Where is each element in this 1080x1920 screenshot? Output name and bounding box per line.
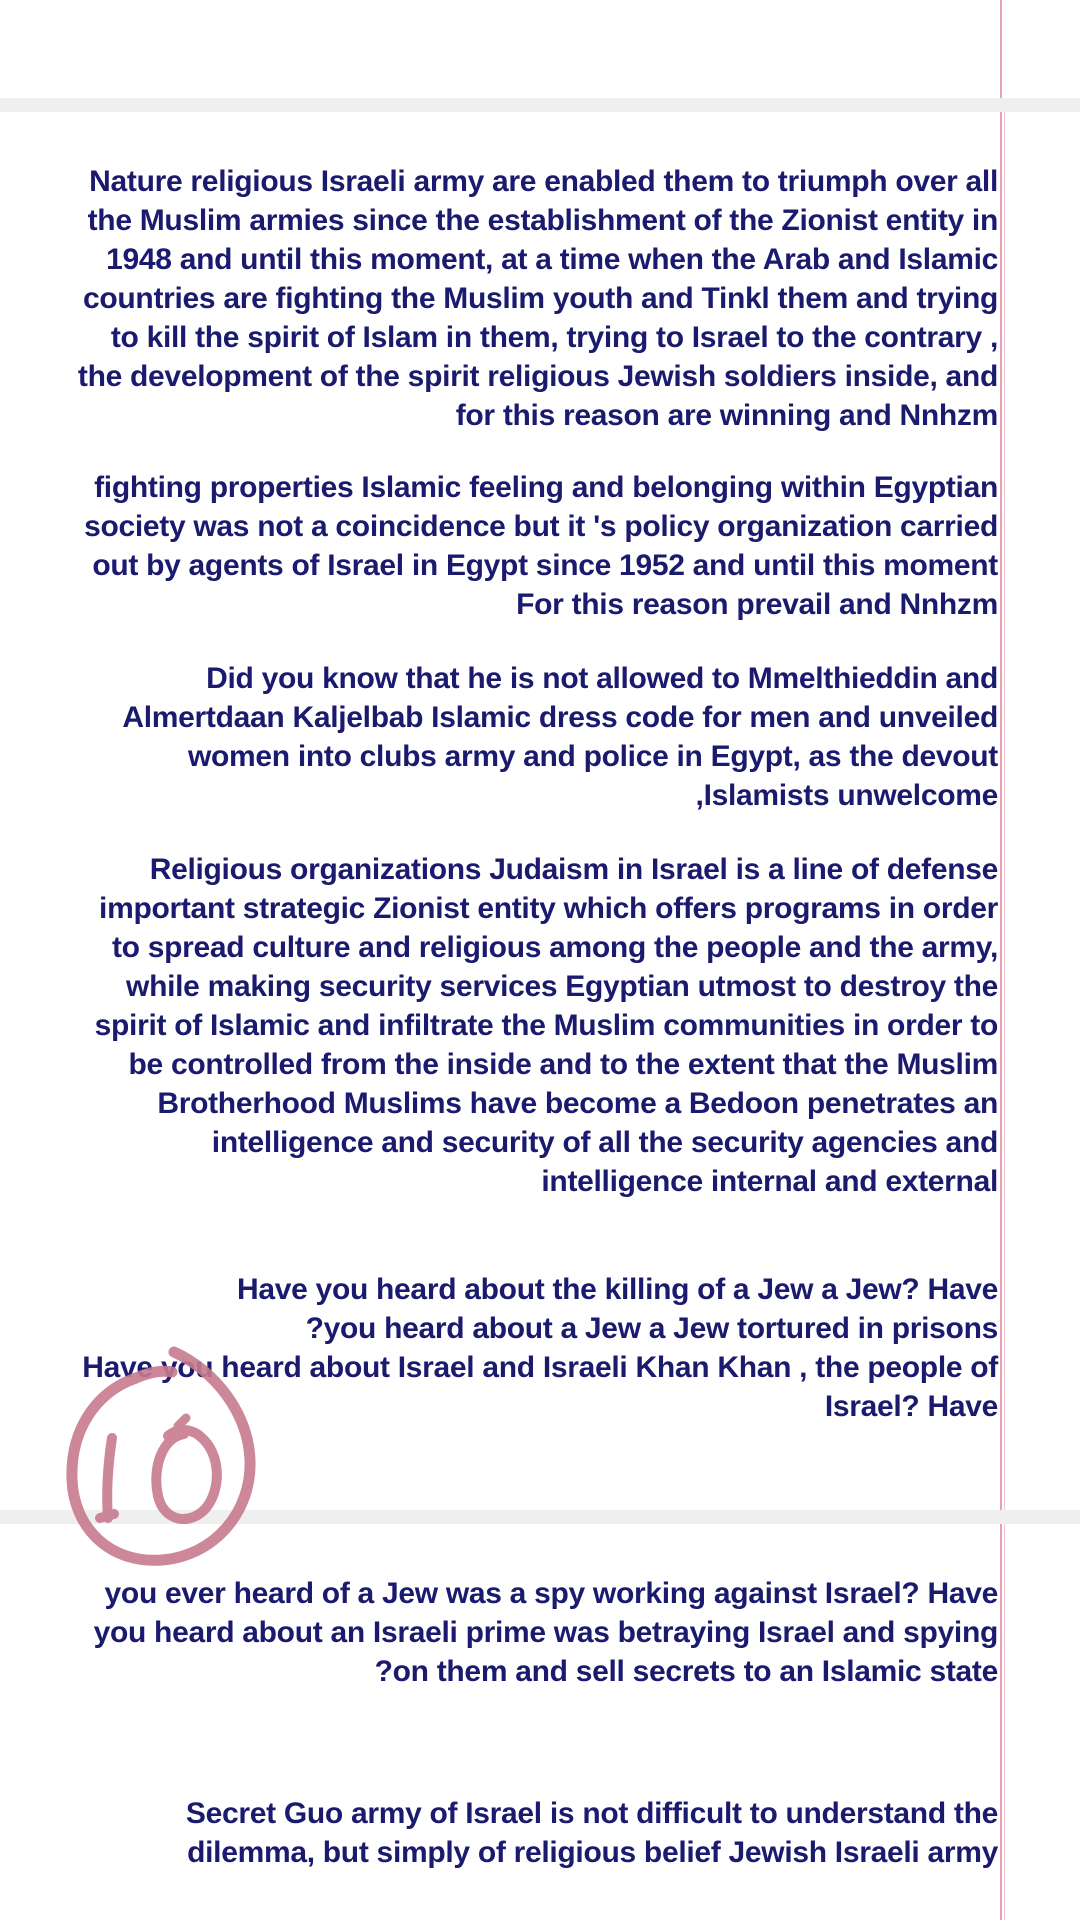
text-line: out by agents of Israel in Egypt since 1952 and until this moment: [92, 549, 998, 582]
text-line: you heard about an Israeli prime was betraying Israel and spying: [93, 1616, 998, 1649]
margin-rule: [1000, 1524, 1002, 1920]
margin-rule-inner: [1004, 112, 1005, 1510]
margin-rule: [1000, 0, 1002, 98]
text-line: For this reason prevail and Nnhzm: [516, 588, 998, 621]
text-line: intelligence internal and external: [541, 1165, 998, 1198]
text-line: to spread culture and religious among the people and the army,: [111, 931, 998, 964]
text-line: while making security services Egyptian utmost to destroy the: [126, 970, 998, 1003]
text-line: Nature religious Israeli army are enabled them to triumph over all: [89, 165, 998, 198]
text-line: spirit of Islamic and infiltrate the Muslim communities in order to: [94, 1009, 998, 1042]
text-line: ?you heard about a Jew a Jew tortured in prisons: [305, 1312, 998, 1345]
document-page-3: [0, 1524, 1080, 1920]
text-line: Did you know that he is not allowed to Mmelthieddin and: [206, 662, 998, 695]
paragraph-7: [0, 1794, 998, 1872]
text-line: Have you heard about the killing of a Jew a Jew? Have: [237, 1273, 998, 1306]
paragraph-2: [0, 468, 998, 624]
text-line: the Muslim armies since the establishment of the Zionist entity in: [87, 204, 998, 237]
paragraph-6: [0, 1574, 998, 1691]
text-line: important strategic Zionist entity which offers programs in order: [99, 892, 998, 925]
text-line: Israel? Have: [824, 1390, 998, 1423]
paragraph-1: [0, 162, 998, 435]
text-line: Have you heard about Israel and Israeli Khan Khan , the people of: [82, 1351, 998, 1384]
margin-rule-inner: [1004, 1524, 1005, 1920]
text-line: the development of the spirit religious Jewish soldiers inside, and: [77, 360, 998, 393]
text-line: you ever heard of a Jew was a spy working against Israel? Have: [104, 1577, 998, 1610]
text-line: society was not a coincidence but it 's policy organization carried: [84, 510, 998, 543]
text-line: women into clubs army and police in Egypt, as the devout: [187, 740, 998, 773]
handwritten-page-number-stamp: [66, 1342, 256, 1572]
text-line: Secret Guo army of Israel is not difficult to understand the: [185, 1797, 998, 1830]
text-line: Almertdaan Kaljelbab Islamic dress code for men and unveiled: [122, 701, 998, 734]
text-line: ?on them and sell secrets to an Islamic state: [374, 1655, 998, 1688]
margin-rule: [1000, 112, 1002, 1510]
document-page-1: [0, 0, 1080, 98]
text-line: be controlled from the inside and to the extent that the Muslim: [128, 1048, 998, 1081]
text-line: Religious organizations Judaism in Israel is a line of defense: [149, 853, 998, 886]
paragraph-3: [0, 659, 998, 815]
text-line: Brotherhood Muslims have become a Bedoon penetrates an: [157, 1087, 998, 1120]
paragraph-4: [0, 850, 998, 1201]
page-separator: [0, 98, 1080, 112]
text-line: for this reason are winning and Nnhzm: [455, 399, 998, 432]
text-line: 1948 and until this moment, at a time when the Arab and Islamic: [106, 243, 998, 276]
text-line: dilemma, but simply of religious belief Jewish Israeli army: [187, 1836, 998, 1869]
text-line: countries are fighting the Muslim youth and Tinkl them and trying: [82, 282, 998, 315]
text-line: ,Islamists unwelcome: [695, 779, 998, 812]
text-line: to kill the spirit of Islam in them, trying to Israel to the contrary ,: [110, 321, 998, 354]
text-line: fighting properties Islamic feeling and belonging within Egyptian: [94, 471, 998, 504]
document-page-2: [0, 112, 1080, 1510]
text-line: intelligence and security of all the security agencies and: [211, 1126, 998, 1159]
